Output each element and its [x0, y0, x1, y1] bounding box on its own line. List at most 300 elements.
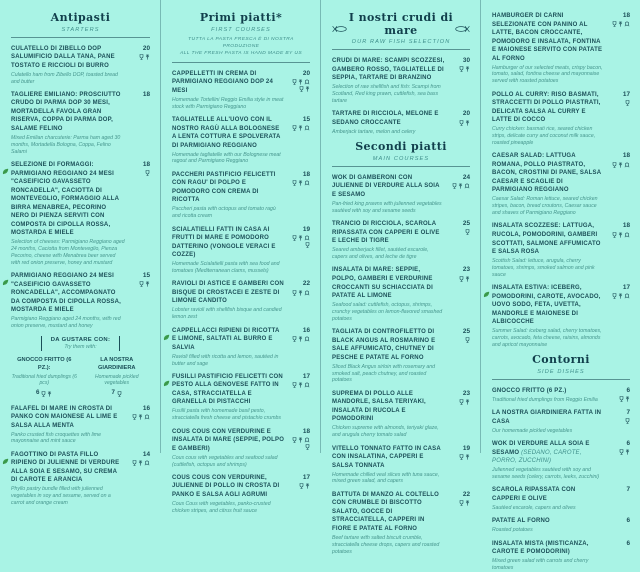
- menu-item: [492, 387, 630, 404]
- price: 6: [626, 517, 630, 525]
- section-subtitle: SIDE DISHES: [537, 368, 585, 375]
- menu-column: [320, 0, 480, 555]
- menu-item: [332, 328, 470, 384]
- menu-item: [332, 390, 470, 439]
- menu-item-text: [172, 474, 290, 515]
- menu-item-price-block: [610, 91, 630, 147]
- allergen-icon: [298, 235, 303, 241]
- menu-item-name: LA NOSTRA GIARDINIERA FATTA IN CASA: [492, 410, 602, 425]
- price: 22: [462, 490, 470, 498]
- menu-item-description: Seared amberjack fillet, sautéed escarole, capers and olives, and leche de tigre: [332, 247, 429, 261]
- menu-item-price-block: [610, 387, 630, 404]
- menu-item-description: Pan-fried king prawns with julienned vegetables sautéed with soy and sesame seeds: [332, 200, 442, 214]
- price: 23: [462, 266, 470, 274]
- menu-column: [0, 0, 160, 507]
- menu-item-text: [492, 440, 610, 481]
- menu-item-text: [11, 405, 130, 446]
- menu-item-text: [11, 161, 130, 267]
- menu-item-name: RAVIOLI DI ASTICE E GAMBERI CON BISQUE DI CROSTACEI E ZESTE DI LIMONE CANDITO: [172, 281, 284, 305]
- menu-item-price-block: [450, 57, 470, 105]
- menu-item-description: Lobster ravioli with shellfish bisque and candied lemon zest: [172, 307, 282, 321]
- menu-item-description: Paccheri pasta with octopus and tomato ragù and ricotta cream: [172, 206, 276, 220]
- menu-item-description: Amberjack tartare, melon and celery: [332, 128, 416, 135]
- allergen-icon: [305, 444, 310, 450]
- pairing-option-price-row: [11, 389, 78, 397]
- menu-item-price-block: [290, 70, 310, 111]
- pairing-box: [11, 335, 150, 396]
- menu-item-name: VITELLO TONNATO FATTO IN CASA CON INSALATINA, CAPPERI E SALSA TONNATA: [332, 445, 441, 469]
- allergen-icon-row: [450, 500, 470, 506]
- price: 17: [302, 372, 310, 380]
- menu-item-price-block: [450, 445, 470, 486]
- menu-item-text: [332, 445, 450, 486]
- menu-item: [11, 451, 150, 507]
- price: 25: [462, 328, 470, 336]
- menu-item-text: [172, 327, 290, 368]
- menu-item-text: [492, 486, 610, 511]
- menu-item-price-block: [130, 91, 150, 156]
- allergen-icon: [298, 336, 303, 342]
- pairing-option-name: LA NOSTRA GIARDINIERA: [97, 357, 136, 372]
- menu-item-name: SELEZIONE DI FORMAGGI: PARMIGIANO REGGIANO 24 MESI "CASEIFICIO GAVASSETO RONCADELLA", CACIOTTA DI MONTEVEGLIO, FORMAGGIO ALLA BIRRA MENABREA, PECORINO NERO DI PIENZA SERVITI CON COMPOSTA DI CIPOLLA ROSSA, MOSTARDA E MIELE: [11, 162, 119, 237]
- menu-item-description: Our homemade pickled vegetables: [492, 427, 573, 434]
- menu-item: [172, 171, 310, 220]
- menu-item-price-block: [290, 280, 310, 321]
- pairing-option-desc: Homemade pickled vegetables: [94, 373, 139, 387]
- allergen-icon: [292, 235, 297, 241]
- price: 7: [626, 409, 630, 417]
- price: 18: [622, 222, 630, 230]
- menu-item-description: Roasted potatoes: [492, 527, 533, 534]
- menu-item: [332, 266, 470, 322]
- menu-item-price-block: [450, 174, 470, 215]
- allergen-icon: [305, 86, 310, 92]
- allergen-icon: [304, 290, 310, 296]
- allergen-icon: [612, 21, 617, 27]
- price: 14: [142, 450, 150, 458]
- allergen-icon: [619, 449, 624, 455]
- pairing-subtitle: Try them with:: [64, 344, 97, 351]
- menu-item-description: Cous cous with vegetables and seafood salad (cuttlefish, octopus and shrimps): [172, 454, 278, 468]
- price: 18: [622, 12, 630, 19]
- allergen-icon-row: [290, 235, 310, 248]
- menu-item-price-block: [610, 440, 630, 481]
- menu-item-text: [492, 540, 610, 572]
- menu-item-name: HAMBURGER DI CARNI SELEZIONATE CON PANINO AL LATTE, BACON CROCCANTE, POMODORO E INSALATA, FONTINA E MAIONESE SERVITO CON PATATE AL FORNO: [492, 13, 603, 62]
- menu-item: [11, 45, 150, 86]
- allergen-icon-row: [610, 449, 630, 455]
- menu-item-text: [172, 116, 290, 165]
- menu-item-price-block: [130, 272, 150, 330]
- menu-item: [172, 428, 310, 469]
- allergen-icon: [304, 180, 310, 186]
- section-divider: [332, 49, 470, 50]
- menu-item: [492, 152, 630, 217]
- price: 6: [626, 539, 630, 547]
- menu-item-price-block: [610, 152, 630, 217]
- allergen-icon: [298, 437, 303, 443]
- section-title: Contorni: [532, 353, 590, 367]
- section-title: Primi piatti*: [199, 11, 283, 24]
- allergen-icon: [612, 162, 617, 168]
- menu-item-description: Traditional fried dumplings from Reggio Emilia: [492, 396, 598, 403]
- menu-item-text: [332, 390, 450, 439]
- section-subtitle: FIRST COURSES: [211, 26, 271, 33]
- menu-item-text: [172, 280, 290, 321]
- allergen-icon: [145, 54, 150, 60]
- menu-item-name: CAPPELLETTI IN CREMA DI PARMIGIANO REGGIANO DOP 24 MESI: [172, 70, 273, 94]
- menu-item-text: [332, 328, 450, 384]
- menu-item: [492, 540, 630, 572]
- pairing-title: DA GUSTARE CON:: [50, 337, 111, 344]
- menu-item-price-block: [290, 428, 310, 469]
- menu-item-text: [492, 387, 610, 404]
- allergen-icon: [132, 414, 137, 420]
- menu-item-name: CAPPELLACCI RIPIENI DI RICOTTA E LIMONE, SALTATI AL BURRO E SALVIA: [172, 327, 280, 351]
- menu-item-description: Summer Salad: iceberg salad, cherry tomatoes, carrots, avocado, feta cheese, raisins, almonds and apricot mayonnaise: [492, 328, 602, 348]
- allergen-icon-row: [41, 391, 52, 397]
- menu-item-text: [332, 266, 450, 322]
- menu-item-name: TAGLIERE EMILIANO: PROSCIUTTO CRUDO DI PARMA DOP 30 MESI, MORTADELLA FAVOLA GRAN RISERVA, COPPA DI PARMA DOP, SALAME FELINO: [11, 91, 121, 132]
- allergen-icon: [465, 276, 470, 282]
- price: 20: [142, 44, 150, 52]
- allergen-icon-row: [610, 21, 630, 27]
- pairing-option: [11, 357, 78, 396]
- allergen-icon: [459, 120, 464, 126]
- menu-item-description: Selection of cheeses: Parmigiano Reggiano aged 24 months, Caciotta from Monteveglio, Pienza Pecorino, cheese with Menabrea beer served with red onion preserve, honey and mustard: [11, 239, 125, 266]
- price: 17: [622, 90, 630, 98]
- section-header: [11, 12, 150, 33]
- allergen-icon: [292, 125, 297, 131]
- allergen-icon-row: [290, 79, 310, 92]
- pairing-option-desc: Traditional fried dumplings (6 pcs): [11, 373, 77, 387]
- allergen-icon: [305, 483, 310, 489]
- menu-item-description: Ravioli filled with ricotta and lemon, sautéed in butter and sage: [172, 353, 279, 367]
- allergen-icon-row: [130, 170, 150, 176]
- menu-item: [492, 91, 630, 147]
- menu-item-description: Homemade chilled veal slices with tuna sauce, mixed green salad, and capers: [332, 471, 440, 485]
- price: 17: [622, 284, 630, 292]
- menu-item-name: FUSILLI PASTIFICIO FELICETTI CON PESTO ALLA GENOVESE FATTO IN CASA, STRACCIATELLA E GRANELLA DI PISTACCHI: [172, 373, 283, 406]
- allergen-icon: [465, 454, 470, 460]
- menu-item: [492, 440, 630, 481]
- allergen-icon: [299, 86, 304, 92]
- allergen-icon: [625, 100, 630, 106]
- menu-item-text: [172, 171, 290, 220]
- menu-item: [492, 409, 630, 434]
- menu-item-price-block: [610, 486, 630, 511]
- menu-item-text: [172, 373, 290, 422]
- menu-item-name: TARTARE DI RICCIOLA, MELONE E SEDANO CROCCANTE: [332, 111, 439, 126]
- menu-item-name: TAGLIATELLE ALL'UOVO CON IL NOSTRO RAGÙ ALLA BOLOGNESE A LENTA COTTURA E SPOLVERATA DI PARMIGIANO REGGIANO: [172, 116, 281, 149]
- allergen-icon-row: [450, 120, 470, 126]
- menu-item-name: INSALATA SCOZZESE: LATTUGA, RUCOLA, POMODORINI, GAMBERI SCOTTATI, SALMONE AFFUMICATO E SALSA ROSA: [492, 223, 601, 256]
- menu-item-text: [11, 272, 130, 330]
- menu-item-name: WOK DI VERDURE ALLA SOIA E SESAMO (SEDANO, CAROTE, PORRO, ZUCCHINI): [492, 441, 590, 465]
- price: 18: [302, 170, 310, 178]
- menu-item-price-block: [290, 226, 310, 275]
- allergen-icon: [145, 170, 150, 176]
- allergen-icon: [465, 66, 470, 72]
- allergen-icon-row: [290, 483, 310, 489]
- menu-item-description: Selection of raw shellfish and fish: Scampi from Scotland, Red king prawn, cuttlefish, sea bass tartare: [332, 84, 441, 105]
- allergen-icon-row: [450, 454, 470, 460]
- price: 16: [302, 326, 310, 334]
- allergen-icon: [624, 21, 630, 27]
- allergen-icon: [292, 437, 297, 443]
- allergen-icon: [304, 235, 310, 241]
- section-header-row: [332, 12, 470, 45]
- allergen-icon-row: [610, 418, 630, 424]
- allergen-icon-row: [290, 180, 310, 186]
- section-subtitle: STARTERS: [61, 26, 100, 33]
- allergen-icon-row: [610, 162, 630, 168]
- allergen-icon: [625, 396, 630, 402]
- menu-item: [332, 491, 470, 556]
- menu-item-price-block: [610, 540, 630, 572]
- price: 30: [462, 57, 470, 65]
- pairing-option: [84, 357, 151, 396]
- menu-item-text: [492, 91, 610, 147]
- menu-item-description: Beef tartare with salted biscuit crumble, stracciatella cheese drops, capers and roasted potatoes: [332, 534, 440, 555]
- menu-item-name: BATTUTA DI MANZO AL COLTELLO CON CRUMBLE DI BISCOTTO SALATO, GOCCE DI STRACCIATELLA, CAPPERI IN FIORE E PATATE AL FORNO: [332, 491, 440, 532]
- section-title-wrap: [347, 12, 455, 45]
- menu-item: [11, 161, 150, 267]
- allergen-icon: [625, 449, 630, 455]
- menu-item: [332, 57, 470, 105]
- allergen-icon: [298, 290, 303, 296]
- section-note: TUTTA LA PASTA FRESCA È DI NOSTRA PRODUZIONE ALL THE FRESH PASTA IS HAND MADE BY US: [172, 36, 310, 58]
- menu-item-description: Culatello ham from Zibello DOP, toasted bread and butter: [11, 71, 118, 85]
- menu-item: [11, 91, 150, 156]
- menu-item-description: Sliced Black Angus sirloin with rosemary and smoked salt, peach chutney, and roasted potatoes: [332, 363, 436, 384]
- allergen-icon: [144, 460, 150, 466]
- allergen-icon: [138, 414, 143, 420]
- menu-item-price-block: [610, 222, 630, 278]
- allergen-icon: [47, 391, 52, 397]
- allergen-icon: [625, 418, 630, 424]
- allergen-icon: [139, 54, 144, 60]
- menu-item-price-block: [610, 284, 630, 349]
- section-subtitle: OUR RAW FISH SELECTION: [351, 39, 451, 46]
- menu-item-price-block: [130, 451, 150, 507]
- section-header: [492, 354, 630, 375]
- menu-item-description: Homemade tagliatelle with our Bolognese meat ragout and Parmigiano Reggiano: [172, 151, 281, 165]
- allergen-icon-row: [450, 229, 470, 235]
- menu-item-text: [11, 45, 130, 86]
- menu-item-price-block: [290, 116, 310, 165]
- allergen-icon-row: [117, 391, 122, 397]
- menu-item-price-block: [450, 266, 470, 322]
- menu-item: [172, 474, 310, 515]
- menu-item-name: SCIALATIELLI FATTI IN CASA AI FRUTTI DI MARE E POMODORO DATTERINO (VONGOLE VERACI E COZZE): [172, 226, 276, 259]
- allergen-icon: [624, 293, 630, 299]
- allergen-icon: [132, 460, 137, 466]
- price: 25: [462, 220, 470, 228]
- menu-item-description: Mixed Emilian charcuterie: Parma ham aged 30 months, Mortadella Bologna, Coppa, Felino Salami: [11, 134, 121, 155]
- menu-item-price-block: [290, 474, 310, 515]
- allergen-icon: [619, 396, 624, 402]
- menu-item-text: [492, 517, 610, 534]
- menu-item-text: [332, 174, 450, 215]
- menu-item-price-block: [450, 491, 470, 556]
- allergen-icon: [298, 180, 303, 186]
- allergen-icon: [305, 242, 310, 248]
- menu-item-price-block: [450, 390, 470, 439]
- price: 22: [302, 280, 310, 288]
- menu-item-text: [172, 428, 290, 469]
- menu-item-name: COUS COUS CON VERDURINE E INSALATA DI MARE (SEPPIE, POLPO E GAMBERI): [172, 428, 285, 452]
- allergen-icon-row: [290, 290, 310, 296]
- allergen-icon: [292, 336, 297, 342]
- fish-icon: [332, 20, 347, 38]
- menu-item-text: [11, 451, 130, 507]
- allergen-icon-row: [130, 281, 150, 287]
- menu-item-description: Mixed green salad with carrots and cherry tomatoes: [492, 558, 589, 572]
- allergen-icon: [618, 162, 623, 168]
- menu-item-description: Cous Cous with vegetables, panko-crusted chicken stripes, and citrus fruit sauce: [172, 500, 271, 514]
- pairing-header: [41, 336, 120, 351]
- menu-item-name: GNOCCO FRITTO (6 PZ.): [492, 387, 567, 394]
- fish-icon: [455, 20, 470, 38]
- allergen-icon: [624, 162, 630, 168]
- menu-item-name: WOK DI GAMBERONI CON JULIENNE DI VERDURE ALLA SOIA E SESAMO: [332, 174, 440, 198]
- allergen-icon: [624, 232, 630, 238]
- allergen-icon-row: [130, 460, 150, 466]
- price: 18: [302, 427, 310, 435]
- menu-item-name: PACCHERI PASTIFICIO FELICETTI CON RAGU' DI POLPO E POMODORO CON CREMA DI RICOTTA: [172, 171, 276, 204]
- menu-item: [172, 327, 310, 368]
- menu-item-name: CULATELLO DI ZIBELLO DOP SALUMIFICIO DALLA TANA, PANE TOSTATO E RICCIOLI DI BURRO: [11, 45, 115, 69]
- menu-item-name: SCAROLA RIPASSATA CON CAPPERI E OLIVE: [492, 487, 576, 502]
- vegetarian-leaf-icon: [163, 374, 170, 381]
- menu-item-subname: (SEDANO, CAROTE, PORRO, ZUCCHINI): [492, 449, 582, 465]
- menu-item-description: Caesar Salad: Roman lettuce, seared chicken stripes, bacon, bread croutons, Caesar sauce and shaves of Parmigiano Reggiano: [492, 196, 598, 217]
- menu-item-text: [332, 110, 450, 135]
- allergen-icon: [465, 399, 470, 405]
- price: 18: [622, 152, 630, 160]
- menu-item-text: [492, 152, 610, 217]
- pairing-option-name: GNOCCO FRITTO (6 PZ.):: [17, 357, 72, 372]
- price: 18: [142, 90, 150, 98]
- menu-item: [332, 174, 470, 215]
- price: 17: [302, 473, 310, 481]
- allergen-icon-row: [130, 414, 150, 420]
- allergen-icon: [612, 293, 617, 299]
- price: 19: [302, 225, 310, 233]
- menu-item-description: Hamburger of our selected meats, crispy bacon, tomato, salad, fontina cheese and mayonnaise served with roasted potatoes: [492, 64, 603, 85]
- allergen-icon: [298, 382, 303, 388]
- section-title: Antipasti: [50, 11, 111, 24]
- menu-item-description: Fusilli pasta with homemade basil pesto, stracciatella fresh cheese and pistachio crumbs: [172, 408, 281, 422]
- allergen-icon: [41, 391, 46, 397]
- menu-item-description: Homemade Scialatielli pasta with sea food and tomatoes (Mediterranean clams, mussels): [172, 261, 280, 274]
- price: 15: [142, 272, 150, 280]
- menu-item-description: Seafood salad: cuttlefish, octopus, shrimps, crunchy vegetables on lemon-flavored smashed potatoes: [332, 302, 443, 322]
- allergen-icon-row: [610, 100, 630, 106]
- allergen-icon-row: [290, 437, 310, 450]
- menu-item-name: CRUDI DI MARE: SCAMPI SCOZZESI, GAMBERO ROSSO, TAGLIATELLE DI SEPPIA, TARTARE DI BRANZINO: [332, 58, 445, 82]
- menu-item-price-block: [290, 373, 310, 422]
- pairing-options: [11, 357, 150, 396]
- menu-item-name: SUPREMA DI POLLO ALLE MANDORLE, SALSA TERIYAKI, INSALATA DI RUCOLA E POMODORINI: [332, 390, 426, 423]
- menu-item-text: [492, 12, 610, 85]
- section-divider: [172, 62, 310, 63]
- allergen-icon-row: [610, 396, 630, 402]
- menu-item-name: INSALATA MISTA (MISTICANZA, CAROTE E POMODORINI): [492, 540, 589, 556]
- allergen-icon-row: [450, 399, 470, 405]
- menu-item-name: POLLO AL CURRY: RISO BASMATI, STRACCETTI DI POLLO PIASTRATI, DELICATA SALSA AL CURRY E LATTE DI COCCO: [492, 91, 601, 124]
- allergen-icon: [304, 437, 310, 443]
- section-title: I nostri crudi di mare: [348, 11, 454, 37]
- allergen-icon-row: [450, 66, 470, 72]
- menu-item-text: [332, 57, 450, 105]
- allergen-icon-row: [450, 276, 470, 282]
- menu-item-description: Scottish Salad: lettuce, arugula, cherry tomatoes, shrimps, smoked salmon and pink sauce: [492, 258, 595, 278]
- vegetarian-leaf-icon: [483, 285, 490, 292]
- menu-item-name: TRANCIO DI RICCIOLA, SCAROLA RIPASSATA CON CAPPERI E OLIVE E LECHE DI TIGRE: [332, 221, 440, 245]
- allergen-icon-row: [290, 336, 310, 342]
- allergen-icon: [458, 183, 463, 189]
- allergen-icon: [292, 180, 297, 186]
- allergen-icon: [465, 120, 470, 126]
- menu-item: [172, 373, 310, 422]
- vegetarian-leaf-icon: [163, 328, 170, 335]
- allergen-icon: [145, 281, 150, 287]
- menu-item: [332, 445, 470, 486]
- allergen-icon: [304, 79, 310, 85]
- menu-item-description: Curry chicken: basmati rice, seared chicken strips, delicate curry and coconut milk sauce, roasted pineapple: [492, 126, 596, 146]
- price: 20: [302, 69, 310, 77]
- menu-item-price-block: [610, 409, 630, 434]
- menu-item: [172, 226, 310, 275]
- menu-item: [332, 110, 470, 135]
- allergen-icon: [304, 336, 310, 342]
- price: 19: [462, 444, 470, 452]
- menu-item-name: INSALATA DI MARE: SEPPIE, POLPO, GAMBERI E VERDURINE CROCCANTI SU SCHIACCIATA DI PATATE AL LIMONE: [332, 267, 433, 300]
- menu-item-description: Chicken supreme with almonds, teriyaki glaze, and arugula cherry tomato salad: [332, 425, 439, 439]
- allergen-icon: [139, 281, 144, 287]
- allergen-icon-row: [450, 183, 470, 189]
- allergen-icon: [299, 483, 304, 489]
- menu-item-name: PARMIGIANO REGGIANO 24 MESI "CASEIFICIO GAVASSETO RONCADELLA", ACCOMPAGNATO DA COMPOSTA DI CIPOLLA ROSSA, MOSTARDA E MIELE: [11, 273, 122, 314]
- menu-item-name: PATATE AL FORNO: [492, 518, 550, 525]
- section-header: [332, 12, 470, 45]
- allergen-icon: [459, 399, 464, 405]
- section-divider: [11, 37, 150, 38]
- vegetarian-leaf-icon: [2, 162, 9, 169]
- price: 7: [111, 389, 115, 397]
- menu-item: [172, 116, 310, 165]
- price: 18: [142, 161, 150, 169]
- menu-item-price-block: [290, 171, 310, 220]
- menu-item: [11, 272, 150, 330]
- section-divider: [492, 379, 630, 380]
- menu-item: [492, 222, 630, 278]
- menu-item: [492, 284, 630, 349]
- menu-item-price-block: [610, 517, 630, 534]
- section-header: [332, 141, 470, 162]
- allergen-icon: [464, 183, 470, 189]
- menu-item-description: Homemade Tortellini Reggio Emilia style in meat stock with Parmigiano Reggiano: [172, 96, 284, 110]
- menu-item-price-block: [130, 405, 150, 446]
- price: 23: [462, 389, 470, 397]
- allergen-icon: [298, 125, 303, 131]
- allergen-icon: [618, 232, 623, 238]
- menu-item-name: COUS COUS CON VERDURINE, JULIENNE DI POLLO IN CROSTA DI PANKO E SALSA AGLI AGRUMI: [172, 474, 280, 498]
- section-header: [172, 12, 310, 58]
- menu-item-text: [492, 222, 610, 278]
